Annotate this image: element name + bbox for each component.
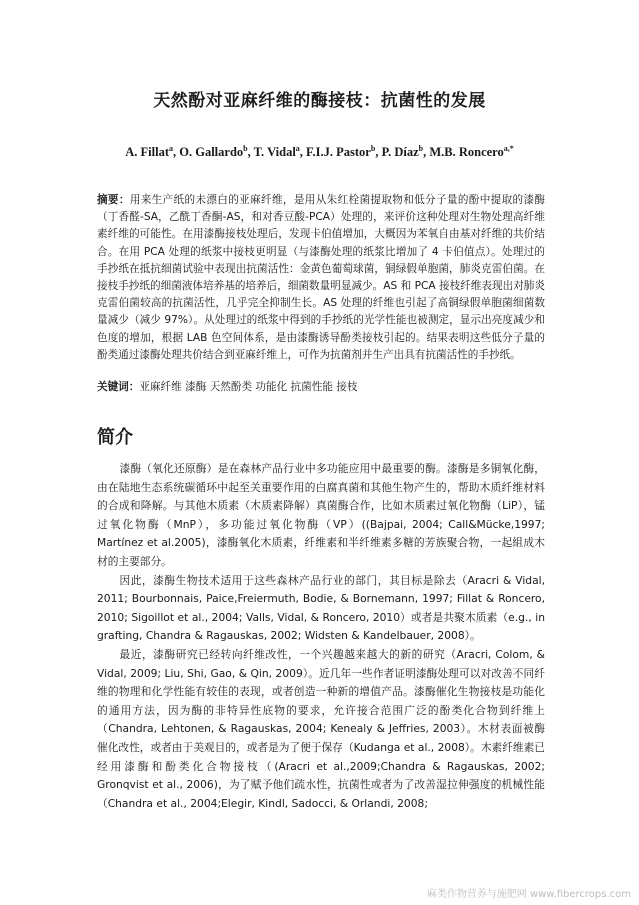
section-heading: 简介 — [97, 427, 133, 448]
author-list — [60, 145, 579, 160]
author: M.B. Roncero$^{a,*}$ — [429, 143, 514, 159]
paragraph: 最近，漆酶研究已经转向纤维改性，一个兴趣越来越大的新的研究（Aracri, Colom, & Vidal, 2009; Liu, Shi, Gao, & Qin, 2009）。近几年一些作者证明漆酶处理可以对改善不同纤维的物理和化学性能有较佳的表现，或者创造一种新的增值产品。漆酶催化生物接枝是功能化的通用方法，因为酶的非特异性底物的要求，允许接合范围广泛的酚类化合物到纤维上（Chandra, Lehtonen, & Ragauskas, 2004; Kenealy & Jeffries, 2003）。木材表面被酶催化改性，或者由于美观目的，或者是为了便于保存（Kudanga et al., 2008）。木素纤维素已经用漆酶和酚类化合物接枝（(Aracri et al.,2009;Chandra & Ragauskas, 2002; Gronqvist et al., 2006)，为了赋予他们疏水性，抗菌性或者为了改善湿拉伸强度的机械性能（Chandra et al., 2004;Elegir, Kindl, Sadocci, & Orlandi, 2008; — [97, 647, 545, 810]
body-text — [97, 460, 545, 813]
abstract-text: 用来生产纸的未漂白的亚麻纤维，是用从朱红栓菌提取物和低分子量的酚中提取的漆酶（丁香醛-SA，乙酰丁香酮-AS，和对香豆酸-PCA）处理的，来评价这种处理对生物处理高纤维素纤维的可能性。在用漆酶接枝处理后，发现卡伯值增加，大概因为苯氧自由基对纤维的共价结合。在用 PCA 处理的纸浆中接枝更明显（与漆酶处理的纸浆比增加了 4 卡伯值点）。处理过的手抄纸在抵抗细菌试验中表现出抗菌活性：金黄色葡萄球菌，铜绿假单胞菌，肺炎克雷伯菌。在接枝手抄纸的细菌液体培养基的培养后，细菌数量明显减少。AS 和 PCA 接枝纤维表现出对肺炎克雷伯菌较高的抗菌活性，几乎完全抑制生长。AS 处理的纤维也引起了高铜绿假单胞菌细菌数量减少（减少 97%）。从处理过的纸浆中得到的手抄纸的光学性能也被测定，显示出亮度减少和色度的增加，根据 LAB 色空间体系，是由漆酶诱导酚类接枝引起的。结果表明这些低分子量的酚类通过漆酶处理共价结合到亚麻纤维上，可作为抗菌剂并生产出具有抗菌活性的手抄纸。 — [97, 194, 546, 361]
author: T. Vidal$^a$, — [253, 143, 307, 159]
abstract — [97, 192, 545, 364]
paragraph: 因此，漆酶生物技术适用于这些森林产品行业的部门，其目标是除去（Aracri & Vidal, 2011; Bourbonnais, Paice,Freiermuth, Bodie, & Bornemann, 1997; Fillat & Roncero, 2010; Sigoillot et al., 2004; Valls, Vidal, & Roncero, 2010）或者是共聚木质素（e.g., in grafting, Chandra & Ragauskas, 2002; Widsten & Kandelbauer, 2008）。 — [97, 573, 545, 643]
paper-title: 天然酚对亚麻纤维的酶接枝：抗菌性的发展 — [153, 91, 486, 111]
abstract-label: 摘要： — [97, 194, 130, 206]
keywords-text: 亚麻纤维 漆酶 天然酚类 功能化 抗菌性能 接枝 — [139, 381, 358, 393]
author: O. Gallardo$^b$, — [179, 143, 254, 159]
author: F.I.J. Pastor$^b$, — [306, 143, 382, 159]
watermark: 麻类作物营养与施肥网 www.fibercrops.com — [426, 889, 631, 900]
paragraph: 漆酶（氧化还原酶）是在森林产品行业中多功能应用中最重要的酶。漆酶是多铜氧化酶，由在陆地生态系统碳循环中起至关重要作用的白腐真菌和其他生物产生的，帮助木质纤维材料的合成和降解。与其他木质素（木质素降解）真菌酶合作，比如木质素过氧化物酶（LiP），锰过氧化物酶（MnP），多功能过氧化物酶（VP）((Bajpai, 2004; Call&Mücke,1997; Martínez et al.2005)，漆酶氧化木质素，纤维素和半纤维素多糖的芳族聚合物，一起組成木材的主要部分。 — [97, 462, 545, 568]
keywords-label: 关键词： — [97, 381, 140, 393]
keywords — [97, 379, 545, 396]
author: P. Díaz$^b$, — [381, 143, 430, 159]
author: A. Fillat$^a$, — [125, 143, 180, 159]
